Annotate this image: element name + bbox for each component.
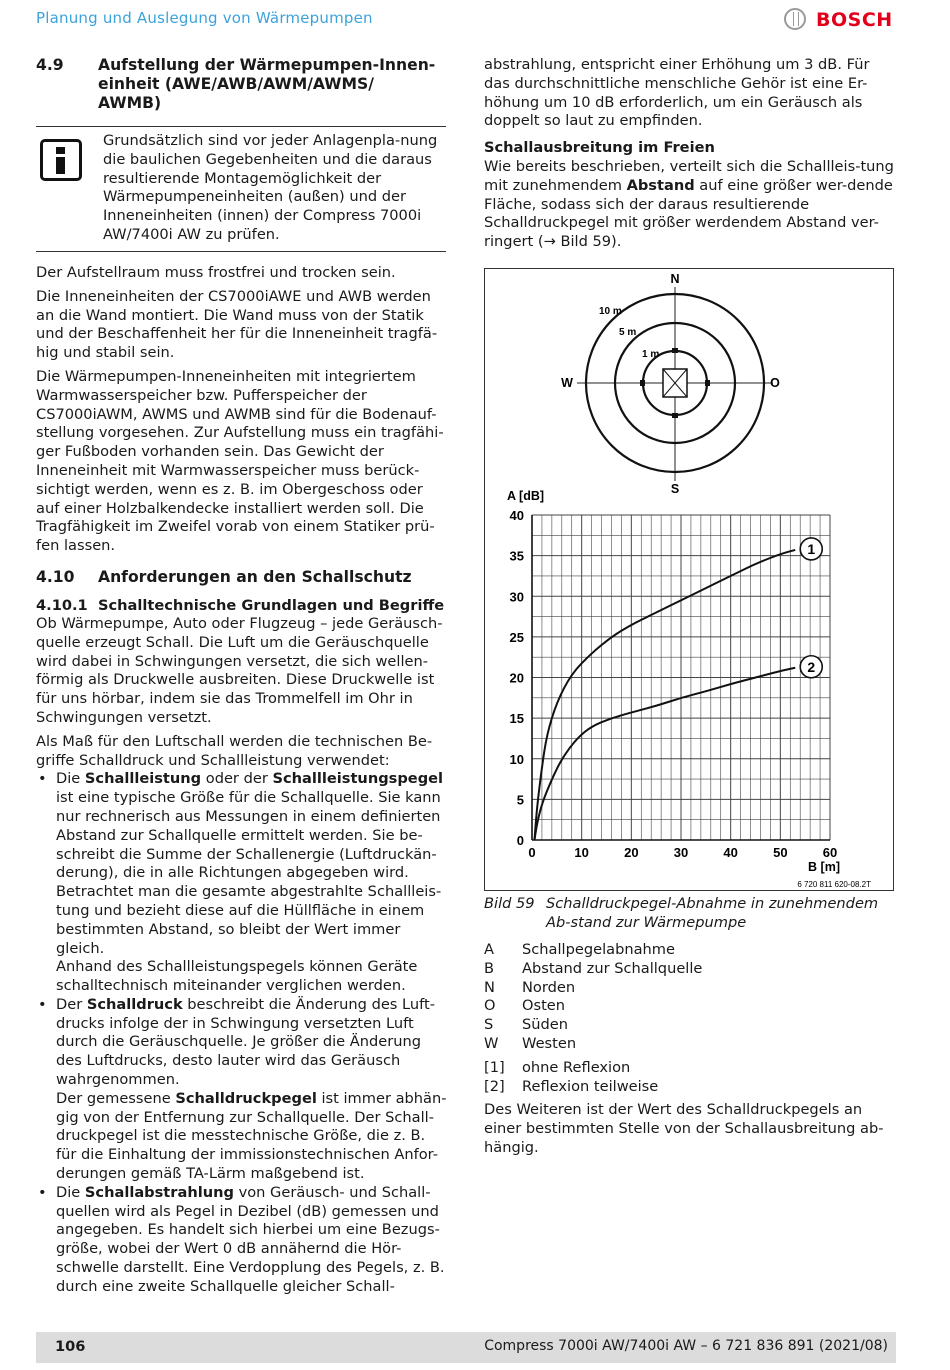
y-tick-label: 25 xyxy=(509,629,524,645)
brand-name: BOSCH xyxy=(816,9,893,31)
paragraph: Die Inneneinheiten der CS7000iAWE und AWB werden an die Wand montiert. Die Wand muss von der Statik und der Beschaffenheit her für die Inneneinheit tragfä-hig und stabil sein. xyxy=(36,287,438,362)
x-tick-label: 10 xyxy=(574,845,589,860)
legend-key: B xyxy=(484,959,495,977)
y-tick-label: 40 xyxy=(509,508,524,523)
left-column xyxy=(36,56,448,113)
bullet-list xyxy=(36,770,448,1296)
list-item: • Die Schallabstrahlung von Geräusch- und Schall-quellen wird als Pegel in Dezibel (dB) gemessen und angegeben. Es handelt sich hierbei um eine Bezugs-größe, wobei der Wert 0 dB annähernd die Hör-schwelle darstellt. Eine Verdopplung des Pegels, z. B. durch eine zweite Schallquelle gleicher Schall- xyxy=(36,1184,448,1297)
legend-row xyxy=(484,941,896,960)
right-body xyxy=(484,56,896,257)
figure-graphic xyxy=(485,269,893,890)
legend-key: [2] xyxy=(484,1077,505,1095)
legend-key: [1] xyxy=(484,1058,505,1076)
y-tick-label: 20 xyxy=(509,670,524,686)
section-number: 4.10 xyxy=(36,567,75,586)
x-tick-label: 60 xyxy=(822,845,838,860)
section-4-10-1-heading xyxy=(36,596,448,615)
paragraph: abstrahlung, entspricht einer Erhöhung um 3 dB. Für das durchschnittliche menschliche Gehör ist eine Er-höhung um 10 dB erforderlich, um ein Geräusch als doppelt so laut zu empfinden. xyxy=(484,56,870,130)
page-number: 106 xyxy=(55,1338,86,1355)
section-title: Schalltechnische Grundlagen und Begriffe xyxy=(98,596,445,614)
y-tick-label: 35 xyxy=(509,548,524,564)
paragraph: Die Wärmepumpen-Inneneinheiten mit integriertem Warmwasserspeicher bzw. Pufferspeicher der CS7000iAWM, AWMS und AWMB sind für die Bodenauf-stellung vorgesehen. Zur Aufstellung muss ein tragfähi-ger Fußboden vorhanden sein. Das Gewicht der Inneneinheit mit Warmwasserspeicher muss berück-sichtigt werden, wenn es z. B. im Obergeschoss oder auf einer Holzbalkendecke installiert werden soll. Die Tragfähigkeit im Zweifel vorab von einem Statiker prü-fen lassen. xyxy=(36,367,444,555)
caption-text: Schalldruckpegel-Abnahme in zunehmendem Ab-stand zur Wärmepumpe xyxy=(546,895,879,931)
y-tick-label: 5 xyxy=(516,792,524,808)
compass-east-label: O xyxy=(770,376,780,390)
paragraph: Der Aufstellraum muss frostfrei und trocken sein. xyxy=(36,264,396,281)
legend-row xyxy=(484,997,896,1016)
figure-reference-code: 6 720 811 620-08.2T xyxy=(797,880,871,889)
paragraph: Ob Wärmepumpe, Auto oder Flugzeug – jede Geräusch-quelle erzeugt Schall. Die Luft um die Geräuschquelle wird dabei in Schwingungen versetzt, die sich wellen-förmig als Druckwelle ausbreiten. Diese Druckwelle ist für uns hörbar, indem sie das Trommelfell im Ohr in Schwingungen versetzt. xyxy=(36,614,443,726)
legend-row xyxy=(484,1035,896,1054)
x-tick-label: 40 xyxy=(723,845,738,860)
radius-label-5m: 5 m xyxy=(619,327,637,338)
compass-diagram xyxy=(561,272,780,496)
figure-59 xyxy=(484,268,894,891)
legend-key: A xyxy=(484,941,494,958)
y-tick-label: 0 xyxy=(516,833,524,848)
compass-west-label: W xyxy=(561,376,573,390)
legend-value: Süden xyxy=(522,1016,569,1034)
y-tick-label: 30 xyxy=(509,589,524,605)
x-tick-label: 20 xyxy=(624,845,639,860)
x-tick-label: 30 xyxy=(673,845,689,860)
y-tick-label: 15 xyxy=(509,711,524,727)
series-label-2: 2 xyxy=(807,658,816,675)
legend-key: N xyxy=(484,978,495,996)
legend-row xyxy=(484,960,896,979)
legend-value: Schallpegelabnahme xyxy=(522,941,675,958)
legend-value: Westen xyxy=(522,1034,577,1052)
compass-north-label: N xyxy=(670,272,680,286)
section-4-9-heading xyxy=(36,56,448,113)
section-number: 4.9 xyxy=(36,56,64,74)
bosch-logo xyxy=(784,7,896,35)
legend-row xyxy=(484,1016,896,1035)
legend-key: O xyxy=(484,997,496,1015)
legend-row xyxy=(484,979,896,998)
figure-caption xyxy=(484,895,896,933)
legend-value: Osten xyxy=(522,997,566,1015)
paragraph: Wie bereits beschrieben, verteilt sich die Schallleis-tung mit zunehmendem Abstand auf eine größer wer-dende Fläche, sodass sich der daraus resultierende Schalldruckpegel mit größer werdendem Abstand ver-ringert (→ Bild 59). xyxy=(484,157,894,251)
y-tick-label: 10 xyxy=(509,751,524,767)
radius-label-1m: 1 m xyxy=(642,349,660,360)
legend-row xyxy=(484,1059,896,1078)
caption-label: Bild 59 xyxy=(484,895,535,912)
sound-pressure-chart xyxy=(507,489,840,874)
series-line-2 xyxy=(534,668,795,840)
info-icon xyxy=(40,139,82,181)
section-title: Aufstellung der Wärmepumpen-Innen-einheit (AWE/AWB/AWM/AWMS/ AWMB) xyxy=(98,56,436,112)
paragraph: Als Maß für den Luftschall werden die technischen Be-griffe Schalldruck und Schallleistung verwendet: xyxy=(36,732,433,769)
running-header-title: Planung und Auslegung von Wärmepumpen xyxy=(36,9,373,27)
paragraph: Des Weiteren ist der Wert des Schalldruckpegels an einer bestimmten Stelle von der Schallausbreitung ab-hängig. xyxy=(484,1101,884,1156)
section-title: Anforderungen an den Schallschutz xyxy=(98,567,412,586)
legend-key: W xyxy=(484,1034,499,1052)
document-reference: Compress 7000i AW/7400i AW – 6 721 836 891 (2021/08) xyxy=(484,1338,888,1354)
info-note xyxy=(36,126,446,252)
info-text: Grundsätzlich sind vor jeder Anlagenpla-nung die baulichen Gegebenheiten und die daraus resultierende Montagemöglichkeit der Wärmepumpeneinheiten (außen) und der Inneneinheiten (innen) der Compress 7000i AW/7400i AW zu prüfen. xyxy=(103,132,438,243)
legend-key: S xyxy=(484,1016,494,1034)
list-item: • Die Schallleistung oder der Schallleistungspegel ist eine typische Größe für die Schallquelle. Sie kann nur rechnerisch aus Messungen in einem definierten Abstand zur Schallquelle ermittelt werden. Sie be-schreibt die Summe der Schallenergie (Luftdruckän-derung), die in alle Richtungen abgegeben wird. Betrachtet man die gesamte abgestrahlte Schallleis-tung und bezieht diese auf die Hüllfläche in einem bestimmten Abstand, so bleibt der Wert immer gleich. Anhand des Schallleistungspegels können Geräte schalltechnisch miteinander verglichen werden. xyxy=(36,770,448,996)
series-label-1: 1 xyxy=(807,540,816,557)
x-tick-label: 0 xyxy=(528,845,536,860)
section-number: 4.10.1 xyxy=(36,596,88,614)
subheading-schallausbreitung: Schallausbreitung im Freien xyxy=(484,139,715,157)
x-tick-label: 50 xyxy=(773,845,788,860)
bosch-armature-icon xyxy=(784,8,806,30)
section-4-10-heading xyxy=(36,568,448,587)
figure-legend xyxy=(484,941,896,1158)
legend-value: ohne Reflexion xyxy=(522,1058,631,1076)
list-item: • Der Schalldruck beschreibt die Änderung des Luft-drucks infolge der in Schwingung versetzten Luft durch die Geräuschquelle. Je größer die Änderung des Luftdrucks, desto lauter wird das Geräusch wahrgenommen. Der gemessene Schalldruckpegel ist immer abhän-gig von der Entfernung zur Schallquelle. Der Schall-druckpegel ist die messtechnische Größe, die z. B. für die Einhaltung der immissionstechnischen Anfor-derungen gemäß TA-Lärm maßgebend ist. xyxy=(36,996,448,1184)
legend-value: Reflexion teilweise xyxy=(522,1077,659,1095)
legend-value: Abstand zur Schallquelle xyxy=(522,959,703,977)
radius-label-10m: 10 m xyxy=(599,306,622,317)
x-axis-label: B [m] xyxy=(808,860,840,874)
legend-row xyxy=(484,1078,896,1097)
compass-south-label: S xyxy=(670,482,680,496)
list-item-extra: Anhand des Schallleistungspegels können Geräte schalltechnisch miteinander verglichen werden. xyxy=(56,958,418,995)
y-axis-label: A [dB] xyxy=(507,489,545,503)
left-body xyxy=(36,264,448,1297)
legend-value: Norden xyxy=(522,978,576,996)
series-line-1 xyxy=(534,550,795,840)
page-footer xyxy=(36,1332,896,1363)
